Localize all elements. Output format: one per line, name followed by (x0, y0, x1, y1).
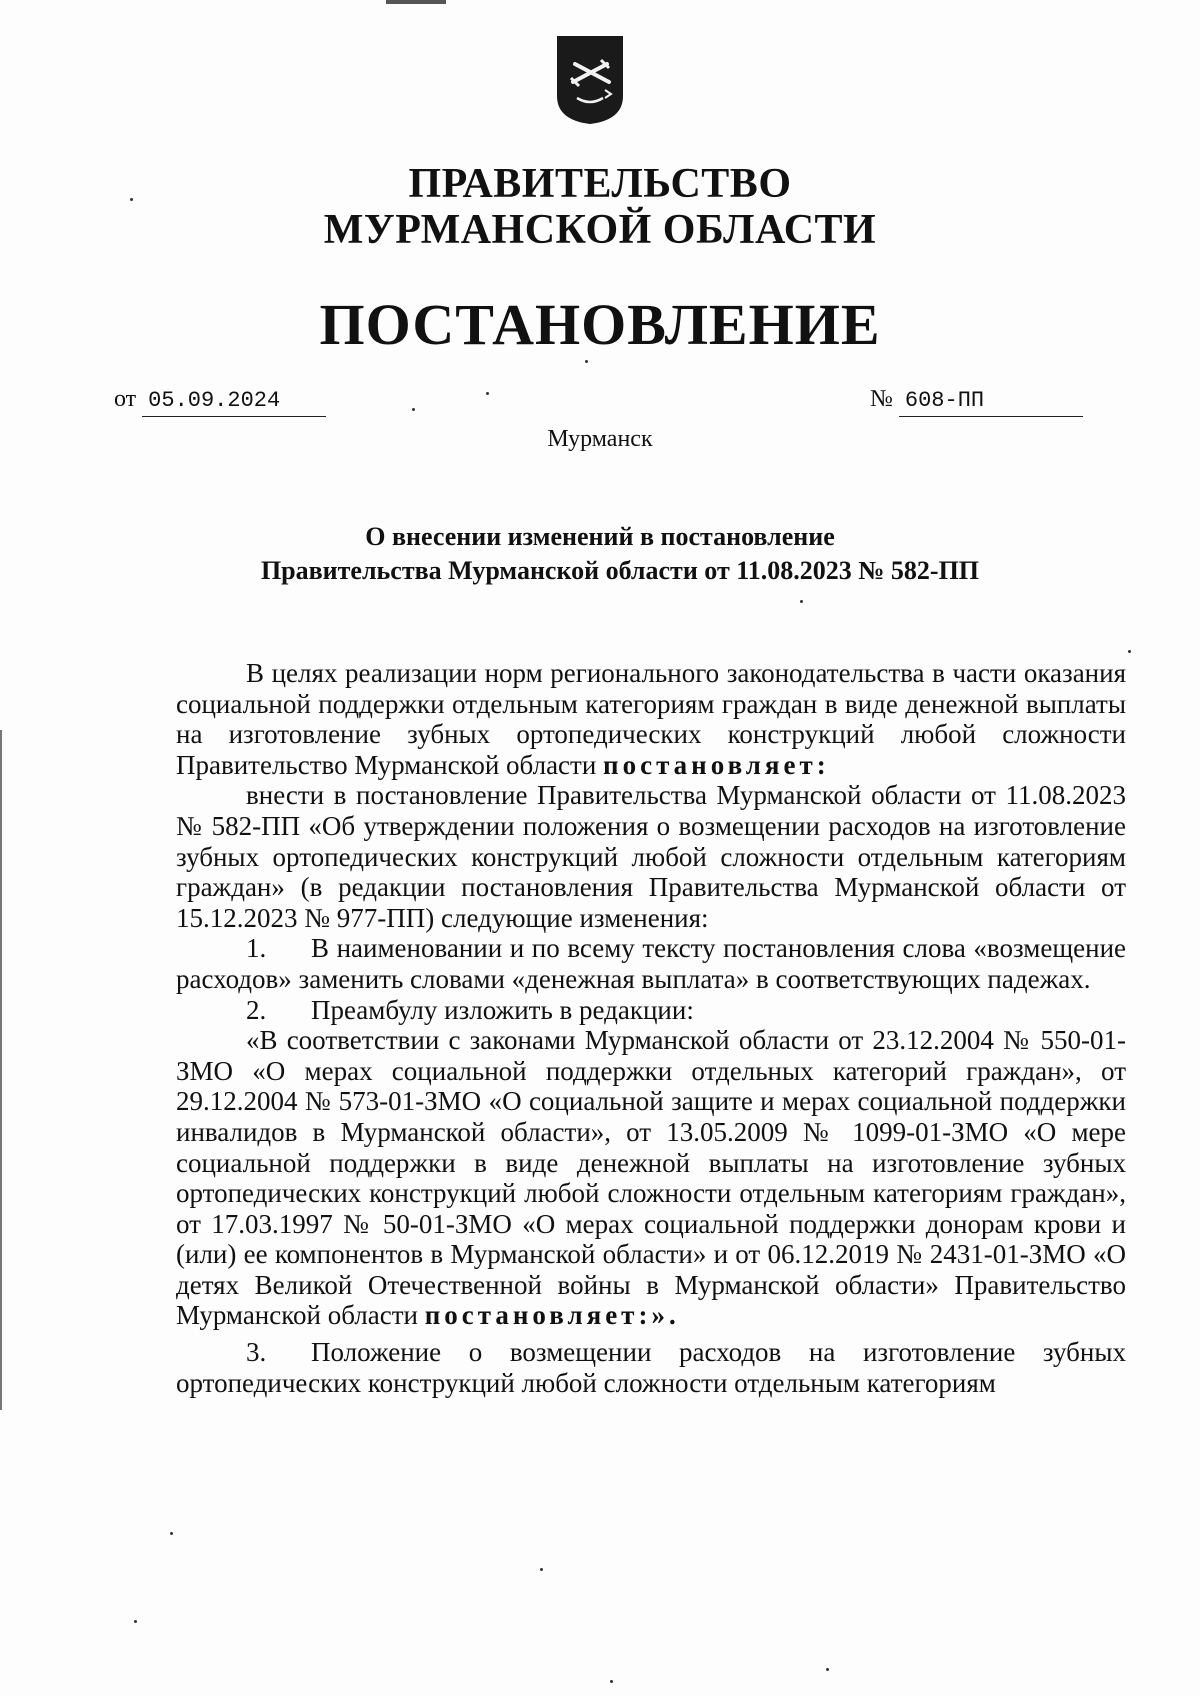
number-value: 608-ПП (899, 386, 1083, 417)
scan-speck (412, 408, 415, 411)
item-number: 3. (246, 1337, 267, 1368)
scan-speck (130, 198, 133, 201)
paragraph-amend: внести в постановление Правительства Мурманской области от 11.08.2023 № 582-ПП «Об утверждении положения о возмещении расходов на изготовление зубных ортопедических конструкций любой сложности отдельным категориям граждан» (в редакции постановления Правительства Мурманской области от 15.12.2023 № 977-ПП) следующие изменения: (176, 780, 1126, 933)
scan-speck (800, 600, 803, 603)
government-title-line1: ПРАВИТЕЛЬСТВО (408, 161, 792, 207)
item-number: 2. (246, 994, 267, 1025)
date-prefix: от (114, 386, 137, 412)
coat-of-arms-icon (555, 34, 625, 126)
paragraph-item-1: 1. В наименовании и по всему тексту постановления слова «возмещение расходов» заменить словами «денежная выплата» в соответствующих падежах. (176, 933, 1126, 994)
scan-artifact (386, 0, 446, 4)
subject-line1: О внесении изменений в постановление (365, 522, 835, 551)
resolves-word: постановляет: (603, 749, 830, 780)
scan-speck (585, 360, 588, 363)
scan-speck (486, 392, 489, 395)
paragraph-quote: «В соответствии с законами Мурманской области от 23.12.2004 № 550-01-ЗМО «О мерах социальной поддержки отдельных категорий граждан», от 29.12.2004 № 573-01-ЗМО «О социальной защите и мерах социальной поддержки инвалидов в Мурманской области», от 13.05.2009 № 1099-01-ЗМО «О мере социальной поддержки в виде денежной выплаты на изготовление зубных ортопедических конструкций любой сложности отдельным категориям граждан», от 17.03.1997 № 50-01-ЗМО «О мерах социальной поддержки донорам крови и (или) ее компонентов в Мурманской области» и от 06.12.2019 № 2431-01-ЗМО «О детях Великой Отечественной войны в Мурманской области» Правительство Мурманской области постановляет:». (176, 1025, 1126, 1331)
scan-edge-line (0, 730, 2, 1410)
paragraph-item-2: 2. Преамбулу изложить в редакции: (246, 994, 694, 1025)
paragraph-preamble: В целях реализации норм регионального законодательства в части оказания социальной поддержки отдельным категориям граждан в виде денежной выплаты на изготовление зубных ортопедических конструкций любой сложности Правительство Мурманской области постановляет: (176, 658, 1126, 780)
government-title-line2: МУРМАНСКОЙ ОБЛАСТИ (323, 207, 877, 253)
resolves-word: постановляет:». (424, 1300, 680, 1331)
city: Мурманск (547, 426, 653, 452)
scan-speck (826, 1668, 829, 1671)
scan-speck (610, 1680, 613, 1683)
scan-speck (1128, 650, 1131, 653)
scan-speck (134, 1620, 137, 1623)
scan-speck (170, 1532, 173, 1535)
document-number (870, 384, 1083, 417)
document-type-title: ПОСТАНОВЛЕНИЕ (319, 292, 881, 357)
document-body (176, 658, 1126, 1398)
paragraph-item-3: 3. Положение о возмещении расходов на изготовление зубных ортопедических конструкций любой сложности отдельным категориям (176, 1337, 1126, 1398)
item-number: 1. (246, 933, 267, 964)
number-prefix: № (870, 386, 893, 412)
subject-line2: Правительства Мурманской области от 11.08.2023 № 582-ПП (260, 556, 980, 585)
scan-speck (540, 1568, 543, 1571)
document-date (114, 384, 326, 417)
date-value: 05.09.2024 (142, 386, 326, 417)
